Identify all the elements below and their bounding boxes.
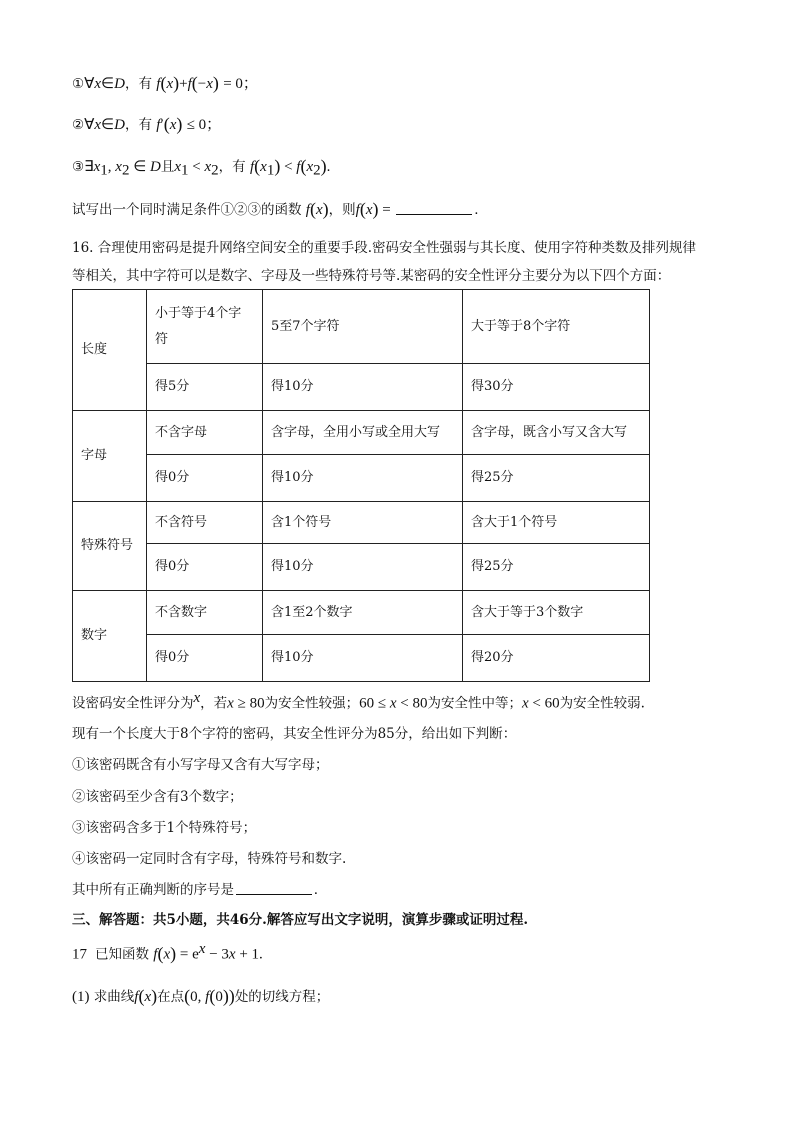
criteria-cell: 大于等于8个字符 [463, 290, 650, 364]
section-heading: 三、解答题：共5小题，共46分.解答应写出文字说明，演算步骤或证明过程. [72, 912, 529, 928]
judgment-3: ③该密码含多于1个特殊符号； [72, 820, 257, 836]
q16-ask-text: 其中所有正确判断的序号是 [72, 882, 234, 898]
score-cell: 得25分 [463, 455, 650, 502]
question-then: ，则 [328, 202, 356, 218]
score-cell: 得10分 [263, 544, 463, 591]
criteria-cell: 含大于等于3个数字 [463, 591, 650, 635]
score-def-c: 为安全性较强； [264, 695, 360, 712]
criteria-cell: 含1个符号 [263, 502, 463, 544]
answer-blank-16[interactable] [236, 882, 312, 895]
criteria-cell: 含1至2个数字 [263, 591, 463, 635]
q17-stem-text: 已知函数 [95, 946, 149, 963]
judgment-2: ②该密码至少含有3个数字； [72, 789, 243, 805]
judgment-4: ④该密码一定同时含有字母，特殊符号和数字. [72, 851, 347, 867]
score-cell: 得10分 [263, 455, 463, 502]
table-row [73, 591, 650, 635]
condition-3-and: 且 [160, 159, 175, 175]
condition-2: ②∀x∈D，有 f′(x) ≤ 0； [72, 114, 222, 134]
score-cell: 得0分 [147, 455, 263, 502]
condition-1-text: ，有 [124, 76, 152, 92]
condition-3: $③\exists x_1$, $x_2$ ∈ D且$x_1 < x_2$，有 $f(x_1) < f(x_2)$. [72, 156, 331, 179]
criteria-cell: 含大于1个符号 [463, 502, 650, 544]
marker-3: ③ [72, 159, 85, 175]
score-cell: 得0分 [147, 544, 263, 591]
q16-condition: 现有一个长度大于8个字符的密码，其安全性评分为85分，给出如下判断： [72, 726, 517, 742]
score-cell: 得0分 [147, 635, 263, 682]
condition-2-text: ，有 [124, 117, 152, 133]
answer-blank-15[interactable] [396, 202, 472, 215]
q17-part1-b: 在点 [157, 989, 185, 1005]
table-row [73, 364, 650, 411]
judgment-1: ①该密码既含有小写字母又含有大写字母； [72, 757, 329, 773]
table-row [73, 635, 650, 682]
score-cell: 得10分 [263, 635, 463, 682]
q17-part-1: (1) 求曲线f(x)在点(0, f(0))处的切线方程； [72, 986, 330, 1006]
score-cell: 得25分 [463, 544, 650, 591]
marker-2: ② [72, 117, 85, 133]
category-special-symbols: 特殊符号 [73, 502, 147, 591]
condition-1: ①∀x∈D，有 f(x)+f(−x) = 0； [72, 73, 258, 93]
marker-1: ① [72, 76, 85, 92]
table-row [73, 411, 650, 455]
condition-2-rel: ≤ 0； [186, 117, 222, 133]
q17-part1-a: 求曲线 [93, 989, 135, 1005]
q16-intro-line-1: 16. 合理使用密码是提升网络空间安全的重要手段.密码安全性强弱与其长度、使用字符种类数及排列规律 [72, 240, 697, 256]
q16-ask: 其中所有正确判断的序号是 . [72, 882, 318, 898]
condition-1-eq: = 0； [223, 76, 258, 92]
criteria-cell: 含字母，全用小写或全用大写 [263, 411, 463, 455]
score-def-a: 设密码安全性评分为 [72, 695, 194, 712]
category-digits: 数字 [73, 591, 147, 682]
criteria-cell: 不含符号 [147, 502, 263, 544]
criteria-cell: 小于等于4个字符 [147, 290, 263, 364]
score-cell: 得30分 [463, 364, 650, 411]
q17-part1-label: (1) [72, 989, 90, 1005]
password-score-table [72, 289, 650, 682]
criteria-cell: 不含字母 [147, 411, 263, 455]
q17-part1-c: 处的切线方程； [234, 989, 330, 1005]
score-def-d: 为安全性中等； [427, 695, 522, 712]
score-def-b: ，若 [200, 695, 228, 712]
criteria-cell: 含字母，既含小写又含大写 [463, 411, 650, 455]
category-letters: 字母 [73, 411, 147, 502]
criteria-cell: 5至7个字符 [263, 290, 463, 364]
table-row [73, 455, 650, 502]
table-row [73, 290, 650, 364]
score-cell: 得5分 [147, 364, 263, 411]
criteria-cell: 不含数字 [147, 591, 263, 635]
score-definition: 设密码安全性评分为$^x$，若x ≥ 80为安全性较强；60 ≤ x < 80为安全性中等；x < 60为安全性较弱. [72, 690, 645, 712]
condition-question: 试写出一个同时满足条件①②③的函数 f(x)，则f(x) = . [72, 199, 479, 219]
q17-number: 17 [72, 946, 87, 963]
score-cell: 得20分 [463, 635, 650, 682]
score-def-e: 为安全性较弱. [559, 695, 645, 712]
table-row [73, 502, 650, 544]
table-row [73, 544, 650, 591]
condition-3-text: ，有 [218, 159, 246, 175]
q17-stem: 17 已知函数 $f(x) = e^x - 3x + 1$. [72, 941, 263, 964]
category-length: 长度 [73, 290, 147, 411]
question-text: 试写出一个同时满足条件①②③的函数 [72, 202, 302, 218]
score-cell: 得10分 [263, 364, 463, 411]
q16-intro-line-2: 等相关，其中字符可以是数字、字母及一些特殊符号等.某密码的安全性评分主要分为以下四个方面： [72, 268, 671, 284]
